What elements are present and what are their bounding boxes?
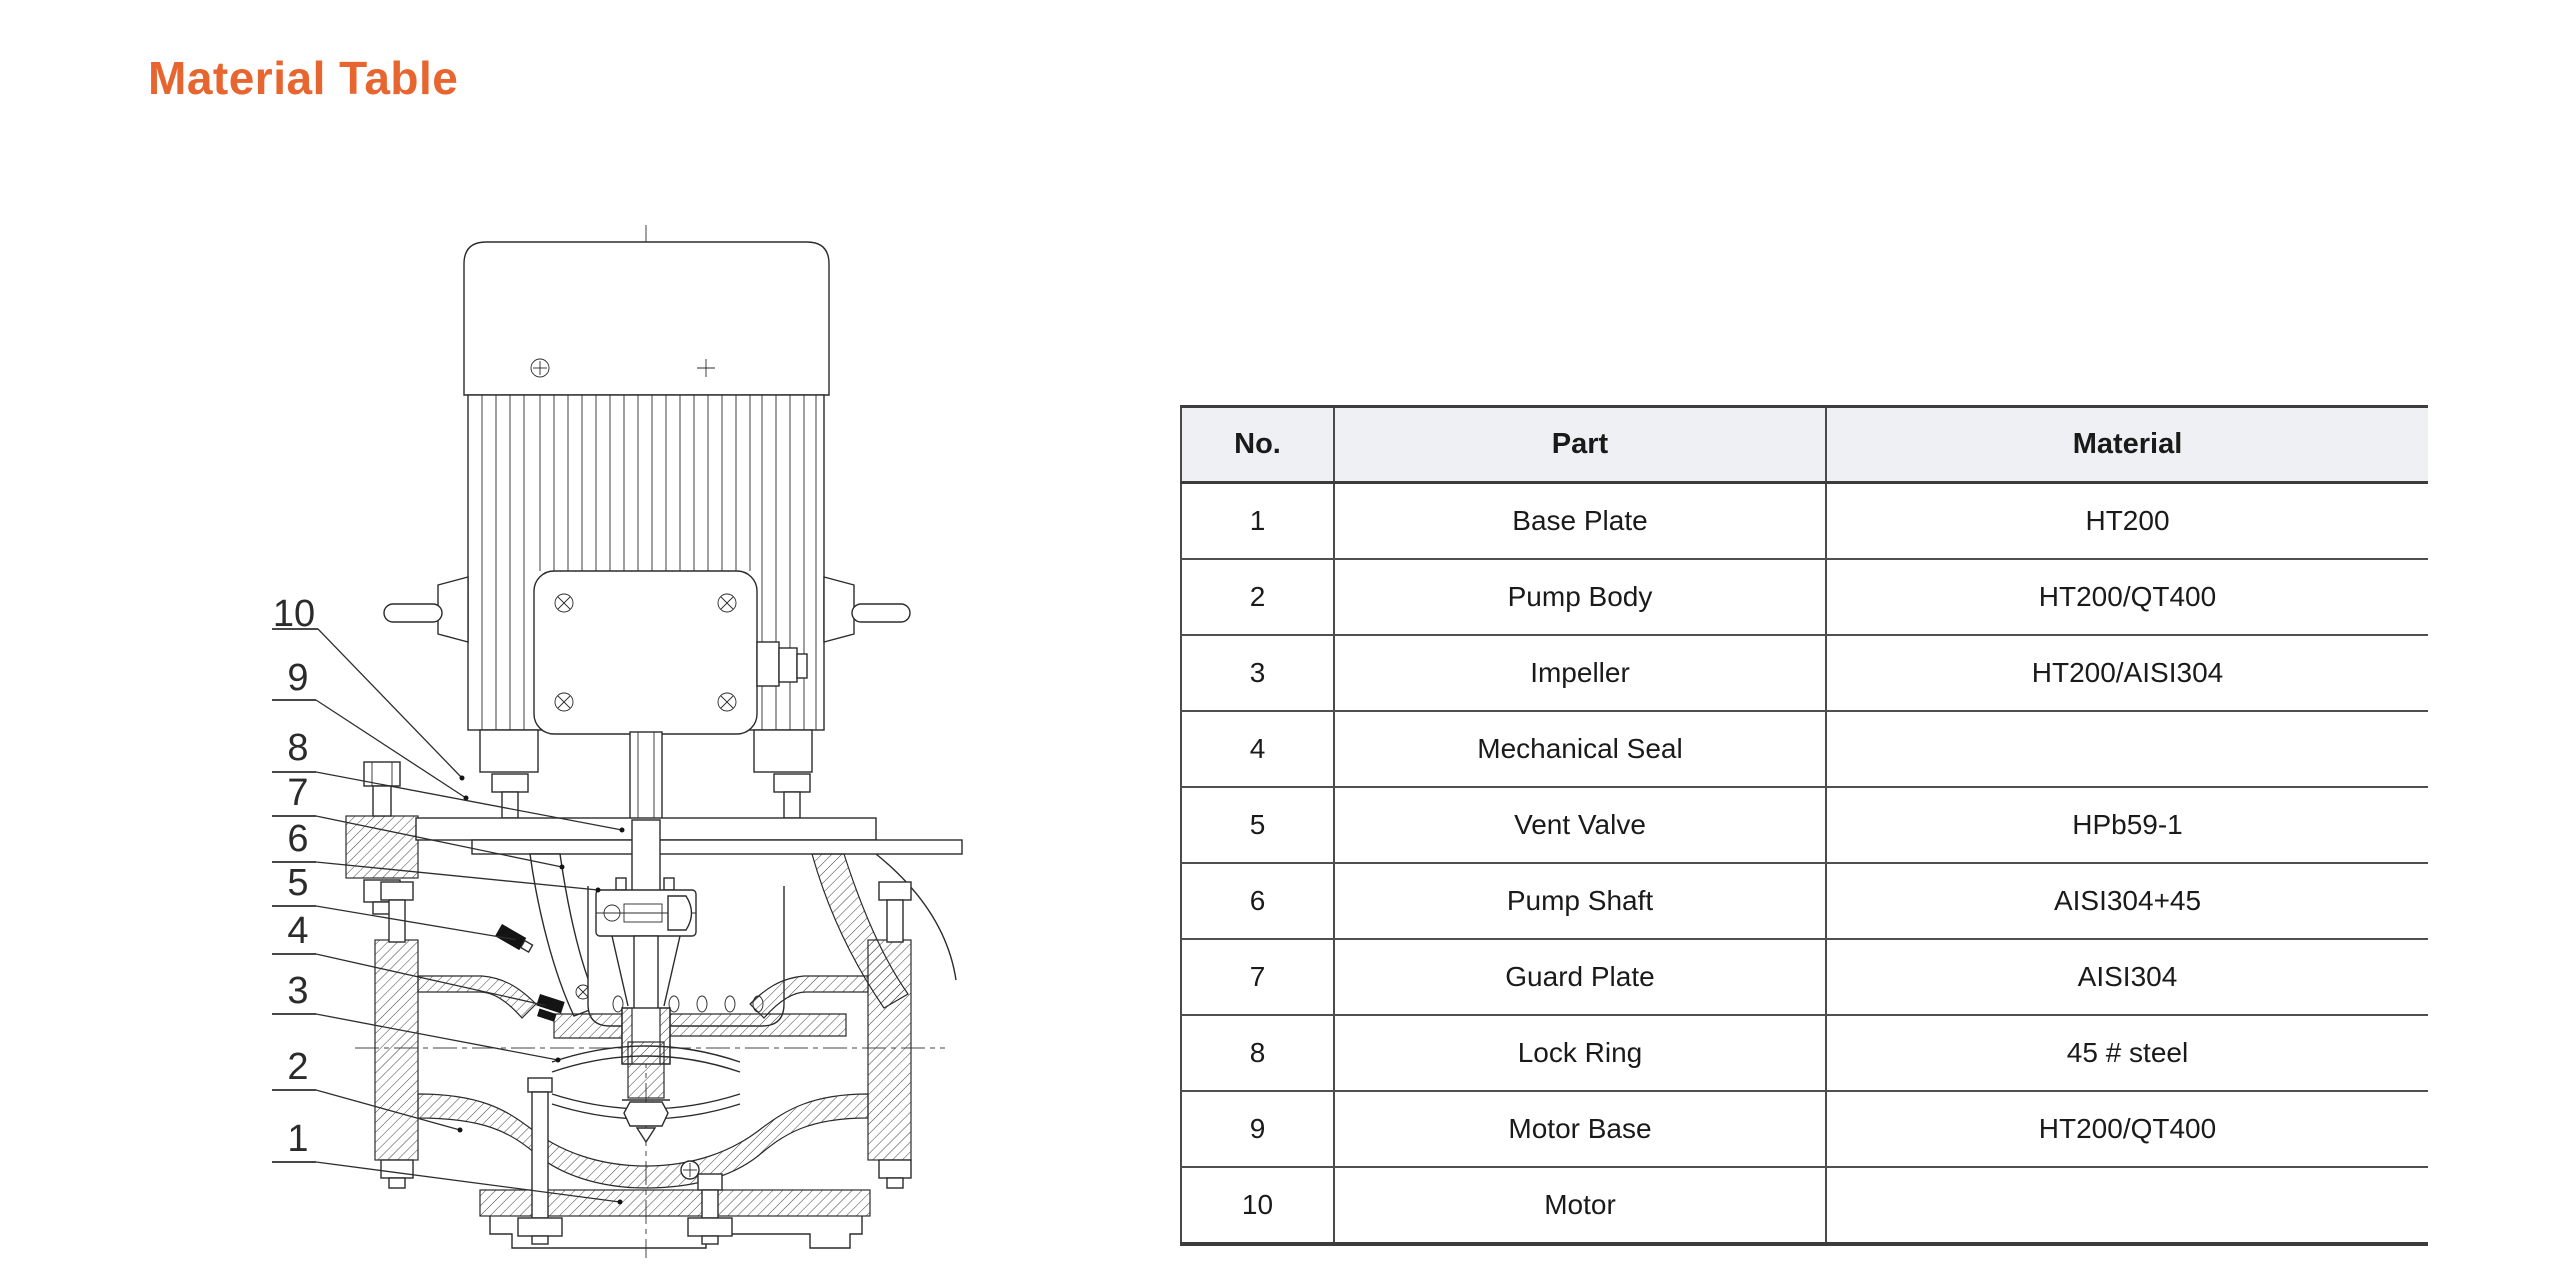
cell-material: HT200/AISI304 [1825, 636, 2428, 710]
cell-part: Impeller [1333, 636, 1825, 710]
table-row [1180, 710, 2428, 786]
cell-no: 2 [1180, 560, 1333, 634]
cell-material: AISI304 [1825, 940, 2428, 1014]
table-row [1180, 634, 2428, 710]
cell-no: 3 [1180, 636, 1333, 710]
table-row [1180, 938, 2428, 1014]
cell-part: Lock Ring [1333, 1016, 1825, 1090]
cell-material: HT200/QT400 [1825, 560, 2428, 634]
cell-material: HT200 [1825, 484, 2428, 558]
table-row [1180, 1166, 2428, 1242]
table-row [1180, 1090, 2428, 1166]
cell-part: Motor [1333, 1168, 1825, 1242]
lifting-lug-right [824, 577, 910, 642]
cell-part: Guard Plate [1333, 940, 1825, 1014]
material-table [1180, 405, 2428, 1246]
header-material: Material [1825, 408, 2428, 481]
cell-no: 7 [1180, 940, 1333, 1014]
table-row [1180, 558, 2428, 634]
cell-no: 10 [1180, 1168, 1333, 1242]
table-row [1180, 862, 2428, 938]
callout-6: 6 [287, 818, 309, 860]
cell-part: Mechanical Seal [1333, 712, 1825, 786]
cell-no: 1 [1180, 484, 1333, 558]
cell-part: Base Plate [1333, 484, 1825, 558]
callout-9: 9 [287, 657, 309, 699]
cell-material: HPb59-1 [1825, 788, 2428, 862]
lifting-lug-left [384, 577, 468, 642]
pump-section-drawing [150, 130, 1050, 1270]
callout-1: 1 [287, 1118, 309, 1160]
cell-no: 8 [1180, 1016, 1333, 1090]
table-row [1180, 484, 2428, 558]
cell-no: 6 [1180, 864, 1333, 938]
callout-10: 10 [272, 593, 316, 635]
callout-5: 5 [287, 862, 309, 904]
callout-3: 3 [287, 970, 309, 1012]
cell-material: 45 # steel [1825, 1016, 2428, 1090]
cell-material: HT200/QT400 [1825, 1092, 2428, 1166]
cell-no: 9 [1180, 1092, 1333, 1166]
cell-material: AISI304+45 [1825, 864, 2428, 938]
callout-4: 4 [287, 910, 309, 952]
motor [384, 242, 910, 820]
cell-material [1825, 1168, 2428, 1242]
cell-part: Pump Shaft [1333, 864, 1825, 938]
cell-part: Pump Body [1333, 560, 1825, 634]
callout-7: 7 [287, 772, 309, 814]
cell-no: 5 [1180, 788, 1333, 862]
cell-material [1825, 712, 2428, 786]
cell-part: Motor Base [1333, 1092, 1825, 1166]
callout-8: 8 [287, 727, 309, 769]
cell-no: 4 [1180, 712, 1333, 786]
table-row [1180, 1014, 2428, 1090]
header-part: Part [1333, 408, 1825, 481]
page-title: Material Table [148, 51, 459, 104]
callout-2: 2 [287, 1046, 309, 1088]
cell-part: Vent Valve [1333, 788, 1825, 862]
header-no: No. [1180, 408, 1333, 481]
table-header-row [1180, 405, 2428, 484]
table-row [1180, 786, 2428, 862]
